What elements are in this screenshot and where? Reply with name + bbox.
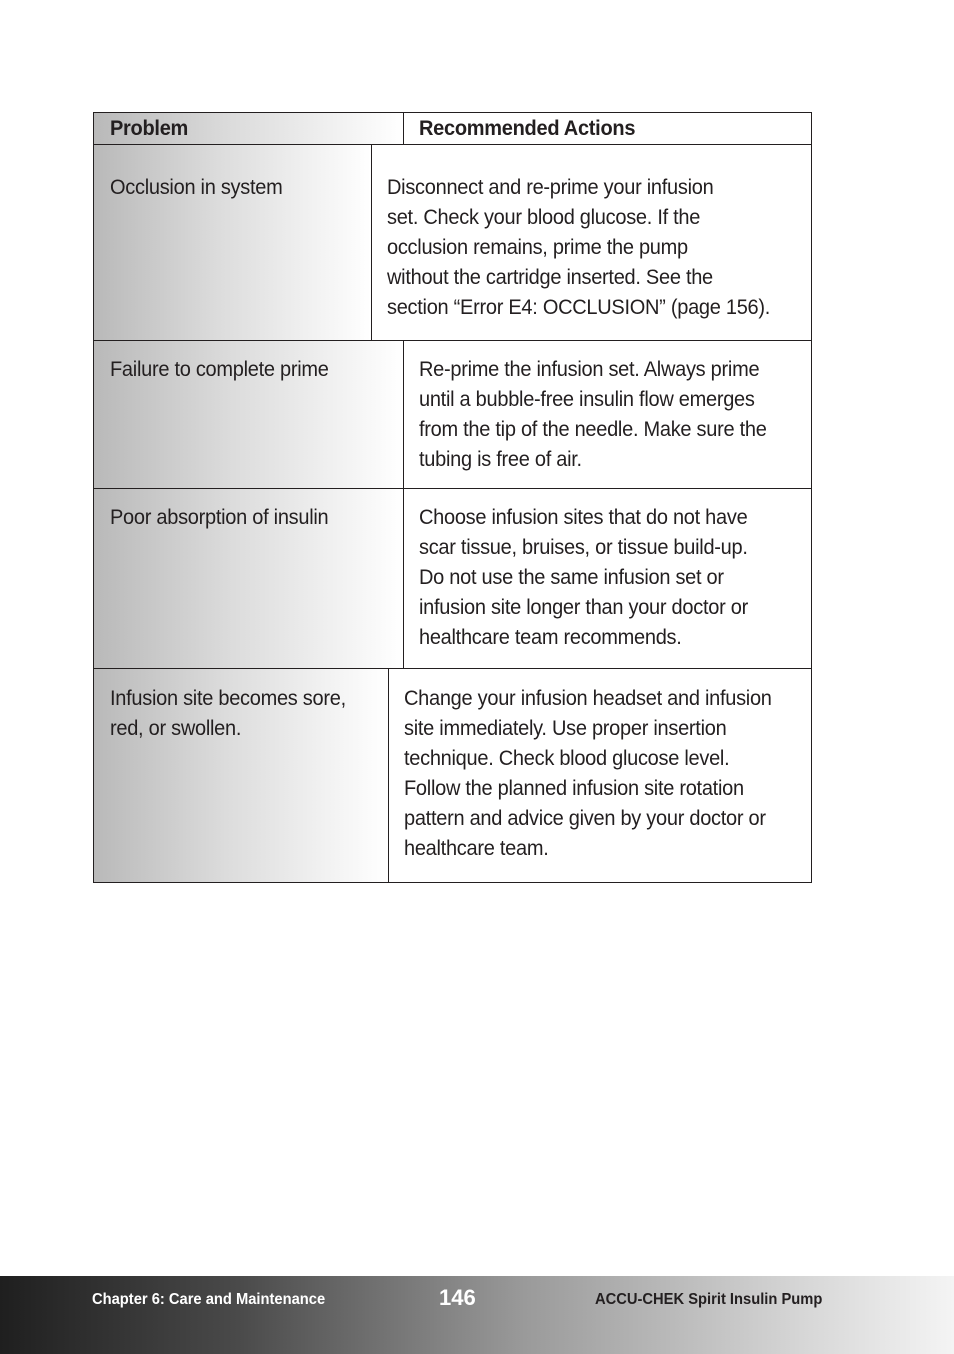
table-row bbox=[94, 668, 811, 882]
action-line: tubing is free of air. bbox=[419, 447, 582, 471]
problem-text: Failure to complete prime bbox=[110, 357, 329, 381]
action-cell bbox=[372, 145, 811, 340]
action-line: Re-prime the infusion set. Always prime bbox=[419, 357, 760, 381]
troubleshooting-table bbox=[93, 112, 812, 883]
header-problem-label: Problem bbox=[110, 116, 189, 140]
action-line: Follow the planned infusion site rotation bbox=[403, 776, 744, 800]
action-line: infusion site longer than your doctor or bbox=[419, 595, 748, 619]
action-line: site immediately. Use proper insertion bbox=[403, 716, 727, 740]
problem-cell bbox=[94, 669, 389, 882]
action-line: until a bubble-free insulin flow emerges bbox=[419, 387, 755, 411]
action-line: pattern and advice given by your doctor or bbox=[403, 806, 766, 830]
action-line: Change your infusion headset and infusion bbox=[403, 686, 772, 710]
action-line: Disconnect and re-prime your infusion bbox=[387, 175, 714, 199]
table-row bbox=[94, 144, 811, 340]
action-line: set. Check your blood glucose. If the bbox=[387, 205, 701, 229]
header-actions bbox=[404, 113, 811, 144]
action-line: scar tissue, bruises, or tissue build-up. bbox=[419, 535, 748, 559]
page-footer bbox=[0, 1276, 954, 1354]
action-line: section “Error E4: OCCLUSION” (page 156). bbox=[387, 295, 771, 319]
action-line: from the tip of the needle. Make sure the bbox=[419, 417, 767, 441]
table-row bbox=[94, 340, 811, 488]
action-line: occlusion remains, prime the pump bbox=[387, 235, 688, 259]
table-header-row bbox=[94, 113, 811, 144]
problem-cell bbox=[94, 145, 372, 340]
problem-text: Infusion site becomes sore, bbox=[110, 686, 346, 710]
problem-text: red, or swollen. bbox=[110, 716, 242, 740]
problem-cell bbox=[94, 489, 404, 668]
action-cell bbox=[389, 669, 811, 882]
footer-chapter-title: Chapter 6: Care and Maintenance bbox=[92, 1291, 326, 1308]
footer-product-name: ACCU-CHEK Spirit Insulin Pump bbox=[595, 1291, 823, 1308]
table-row bbox=[94, 488, 811, 668]
action-line: technique. Check blood glucose level. bbox=[403, 746, 730, 770]
problem-cell bbox=[94, 341, 404, 488]
action-line: Choose infusion sites that do not have bbox=[419, 505, 748, 529]
action-line: healthcare team. bbox=[403, 836, 549, 860]
action-cell bbox=[404, 341, 811, 488]
action-line: Do not use the same infusion set or bbox=[419, 565, 724, 589]
header-actions-label: Recommended Actions bbox=[419, 116, 636, 140]
action-line: healthcare team recommends. bbox=[419, 625, 682, 649]
action-cell bbox=[404, 489, 811, 668]
page-number: 146 bbox=[439, 1285, 476, 1310]
problem-text: Poor absorption of insulin bbox=[110, 505, 329, 529]
header-problem bbox=[94, 113, 404, 144]
problem-text: Occlusion in system bbox=[110, 175, 283, 199]
action-line: without the cartridge inserted. See the bbox=[387, 265, 714, 289]
